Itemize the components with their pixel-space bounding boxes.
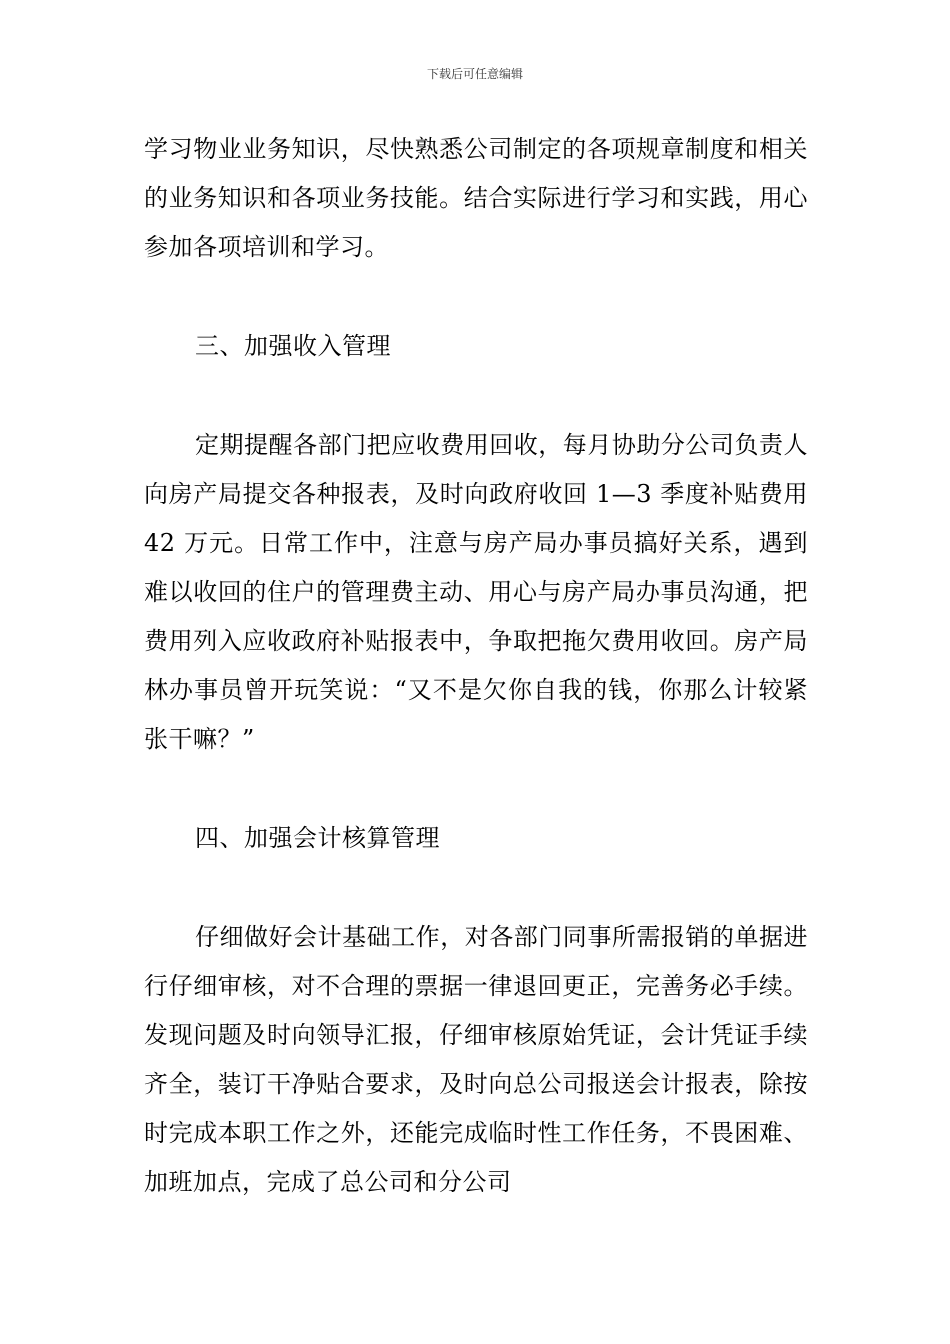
paragraph-accounting: 仔细做好会计基础工作，对各部门同事所需报销的单据进行仔细审核，对不合理的票据一律退回更正，完善务必手续。发现问题及时向领导汇报，仔细审核原始凭证，会计凭证手续齐全，装订干净贴合要求，及时向总公司报送会计报表，除按时完成本职工作之外，还能完成临时性工作任务，不畏困难、加班加点，完成了总公司和分公司	[144, 923, 808, 1196]
paragraph-income: 定期提醒各部门把应收费用回收，每月协助分公司负责人向房产局提交各种报表，及时向政府收回 1—3 季度补贴费用 42 万元。日常工作中，注意与房产局办事员搞好关系，遇到难以收回的住户的管理费主动、用心与房产局办事员沟通，把费用列入应收政府补贴报表中，争取把拖欠费用收回。房产局林办事员曾开玩笑说：“又不是欠你自我的钱，你那么计较紧张干嘛？”	[144, 431, 808, 753]
paragraph-gap	[144, 863, 808, 913]
paragraph-study: 学习物业业务知识，尽快熟悉公司制定的各项规章制度和相关的业务知识和各项业务技能。结合实际进行学习和实践，用心参加各项培训和学习。	[144, 135, 808, 261]
section-heading-income: 三、加强收入管理	[195, 332, 391, 360]
paragraph-gap	[144, 764, 808, 814]
document-body	[144, 125, 808, 1207]
paragraph-gap	[144, 272, 808, 322]
section-heading-accounting: 四、加强会计核算管理	[195, 824, 440, 852]
paragraph-gap	[144, 371, 808, 421]
page-header: 下载后可任意编辑	[426, 67, 523, 81]
